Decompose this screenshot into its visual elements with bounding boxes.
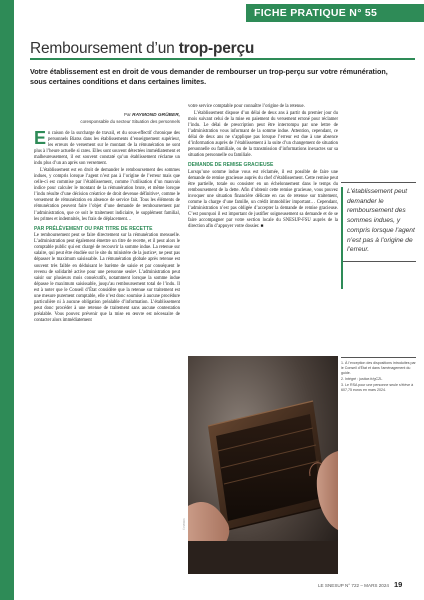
left-accent-bar [0, 0, 14, 600]
wallet-photo [188, 356, 338, 574]
photo-credit: © ISTOCK [183, 518, 186, 530]
page-number: 19 [393, 580, 403, 589]
footnote-1: 1. À l’exception des dispositions introduites par le Conseil d’État et dans l’aménagement du guide. [341, 361, 416, 375]
section-heading: PAR PRÉLÈVEMENT OU PAR TITRE DE RECETTE [34, 225, 153, 232]
drop-cap: E [34, 128, 47, 148]
footnotes [341, 357, 416, 393]
author-prefix: Par [124, 112, 133, 117]
paragraph: L’établissement est en droit de demander le remboursement des sommes indues, y compris lorsque l’agent n’est pas à l’origine de l’erreur mais que celle-ci est commise par l’établissement, comme l’utilisation d’un mauvais indice pour calculer le montant de la rémunération brute, et même lorsque l’indu résulte d’une décision créatrice de droit devenue définitive¹, comme le versement de rémunération en absence de service fait. Tous les éléments de rémunération peuvent faire l’objet d’une demande de remboursement par l’administration, que ce soit le traitement indiciaire, le supplément familial, les primes et indemnités, les frais de déplacement… [34, 167, 180, 222]
author-role: coresponsable du secteur Situation des personnels [80, 119, 180, 124]
section-heading: DEMANDE DE REMISE GRACIEUSE [188, 162, 274, 169]
page-footer [318, 580, 402, 589]
paragraph: L’établissement dispose d’un délai de deux ans à partir du premier jour du mois suivant celui de la mise en paiement du versement erroné pour réclamer l’indu. Le délai de prescription peut être interrompu par une lettre de l’administration vous informant de la somme indue. Attention, cependant, ce délai de deux ans ne s’applique pas lorsque l’erreur est due à une absence d’information auprès de l’établissement à la suite d’un changement de situation personnelle ou familiale, ou de la transmission d’informations inexactes sur sa situation personnelle ou familiale. [188, 110, 338, 159]
title-part-2: trop-perçu [178, 40, 255, 57]
title-rule [30, 58, 415, 60]
author-name: RAYMOND GRÜBER, [132, 113, 180, 118]
paragraph [34, 128, 180, 167]
paragraph-text: n raison de la surcharge de travail, et du sous-effectif chronique des personnels Biatss dans les établissements d’enseignement supérieur, les erreurs de versement sur le montant de la rémunération ne sont plus à l’heure actuelle si rares. Elles sont souvent détectées immédiatement et malheureusement, il est souvent constaté qu’un établissement réclame un indu plus d’un an après son versement. [34, 131, 180, 167]
paragraph: votre service comptable pour connaître l’origine de la retenue. [188, 104, 305, 109]
lead-paragraph: Votre établissement est en droit de vous demander de rembourser un trop-perçu sur votre rémunération, sous certaines conditions et dans certaines limites. [30, 67, 388, 86]
paragraph: Le remboursement peut se faire directement sur la rémunération mensuelle. L’administration peut également émettre un titre de recette, et il peut alors le comptable public qui est chargé de recouvrir la somme indue. La retenue sur salaire, qui peut être étudiée sur le site du ministère de la justice², ne peut pas dépasser le maximum saisissable. La rémunération globale après retenue est souvent très faible en déduisant le barème de saisie et par conséquent le revenu de solidarité active pour une personne seule³. L’administration peut saisir sur plusieurs mois consécutifs, notamment lorsque la somme indue dépasse le maximum saisissable, jusqu’au remboursement total de l’indu. Il est à noter que le Conseil d’État considère que la retenue sur traitement est une mesure purement comptable, elle n’est donc soumise à aucune procédure particulière ni à aucune obligation préalable d’information. L’établissement peut donc procéder à une retenue de traitement sans aucune contestation préalable. Vous pouvez prévenir que la mise en œuvre est nécessaire de contacter alors immédiatement [34, 233, 180, 324]
empty-wallet-illustration [188, 356, 338, 574]
page-title [30, 40, 410, 58]
footer-publication: LE SNESUP N° 722 – MARS 2024 [318, 583, 389, 588]
title-part-1: Remboursement d’un [30, 40, 179, 57]
footnote-2: 2. Intégré : justice.fr/gCZL [341, 376, 383, 381]
paragraph: Lorsqu’une somme indue vous est réclamée, il est possible de faire une demande de remise gracieuse auprès du chef d’établissement. Cette remise peut être partielle, totale ou consister en un échelonnement dans le temps du remboursement de la dette. Afin d’obtenir cette remise gracieuse, vous pouvez invoquer une situation financière délicate en cas de retenue sur traitement, comme la charge d’une famille, un crédit immobilier important… Cependant, l’administration n’est pas obligée d’accepter la demande de remise gracieuse. C’est pourquoi il est important de justifier soigneusement sa demande et de se faire accompagner par votre section locale du SNESUP-FSU auprès de la direction afin d’appuyer votre dossier. ■ [188, 169, 338, 230]
pull-quote-text: L’établissement peut demander le remboursement des sommes indues, y compris lorsque l’agent n’est pas à l’origine de l’erreur. [347, 188, 415, 254]
pull-quote [341, 182, 416, 262]
author-credit [30, 112, 180, 125]
section-banner: FICHE PRATIQUE N° 55 [246, 4, 424, 22]
pull-quote-bar [341, 187, 343, 289]
article-column-1 [34, 128, 180, 571]
footnote-3: 3. Le RSA pour une personne seule s’élève à 607,75 euros en mars 2024. [341, 382, 414, 392]
article-column-2 [188, 104, 338, 344]
